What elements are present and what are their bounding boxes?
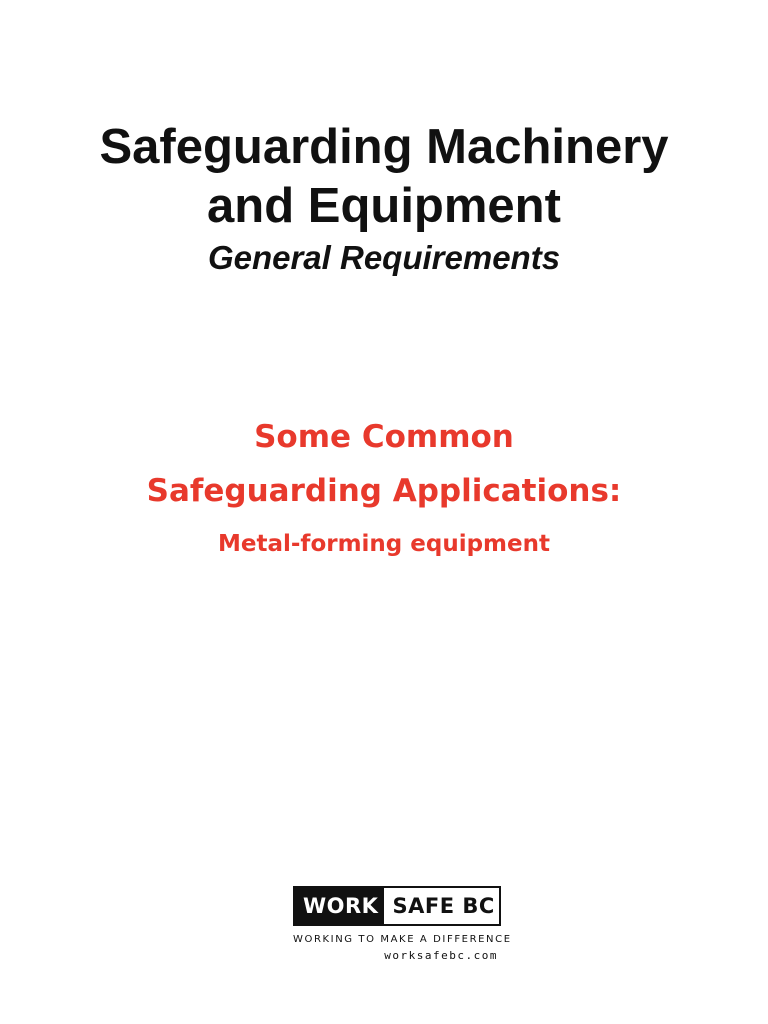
section-heading-line-2: Safeguarding Applications: [146,473,622,509]
document-title-line-2: and Equipment [207,179,561,233]
section-heading-block [0,410,768,560]
website-url: worksafebc.com [384,949,498,962]
logo-word-safe-bc: SAFE BC [392,894,495,918]
logo-box [293,886,501,926]
document-title-line-1: Safeguarding Machinery [99,120,669,174]
section-heading-line-1: Some Common [254,419,514,455]
document-subtitle: General Requirements [207,239,561,276]
logo-tagline: WORKING TO MAKE A DIFFERENCE [293,934,512,945]
topic-heading: Metal-forming equipment [218,531,550,557]
worksafebc-logo [293,886,512,962]
document-title-block [0,118,768,280]
logo-word-work: WORK [295,888,384,924]
